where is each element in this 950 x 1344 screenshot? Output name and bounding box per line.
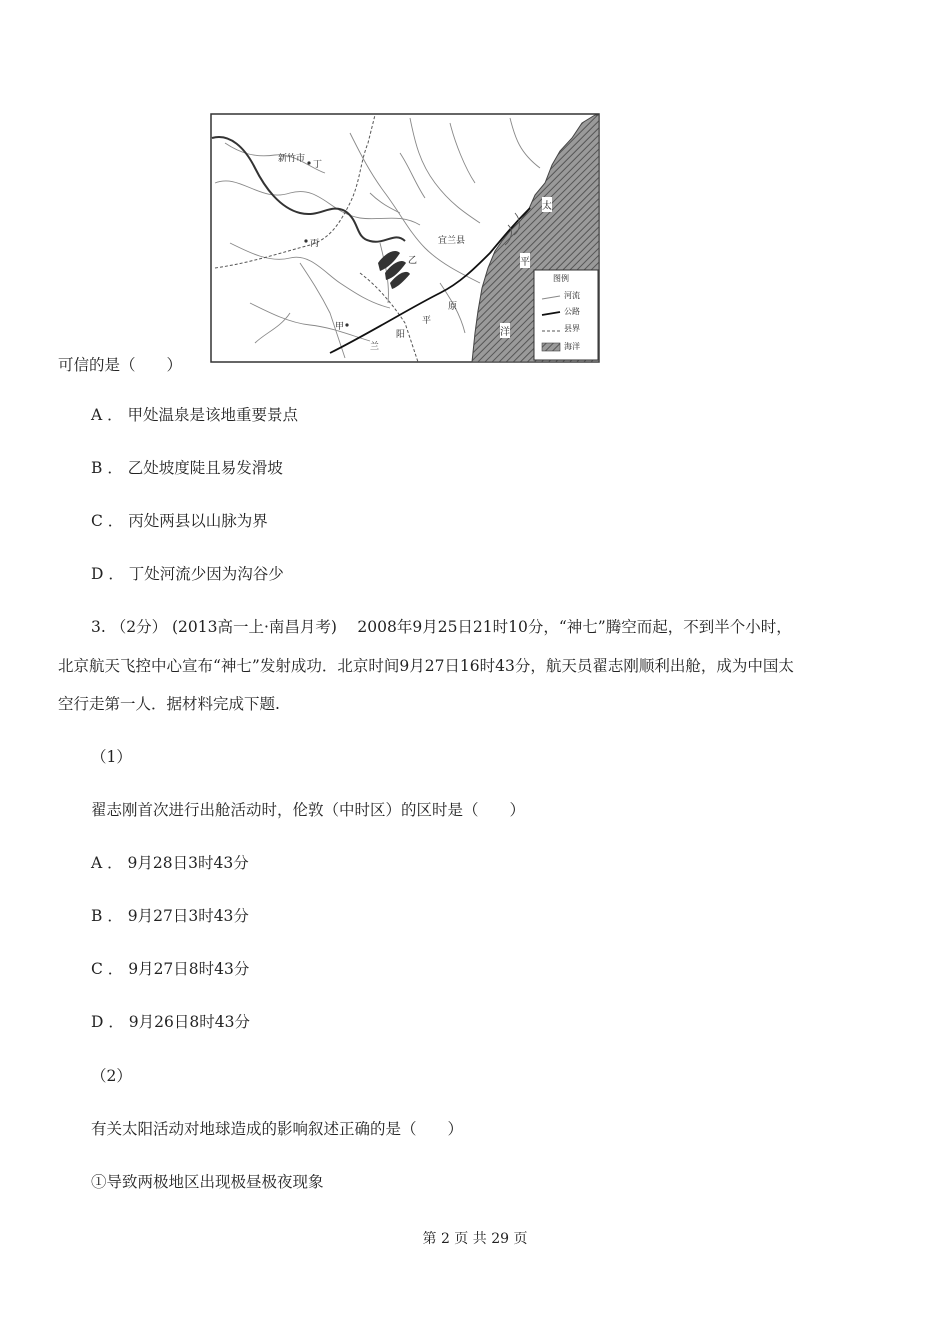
map-marker-bing: 丙 bbox=[310, 239, 320, 249]
map-figure bbox=[210, 113, 600, 363]
question3-line-3: 空行走第一人．据材料完成下题. bbox=[58, 695, 280, 713]
map-plain-char-3: 平 bbox=[422, 316, 432, 326]
sub-question-1-label: （1） bbox=[91, 748, 132, 766]
map-marker-yi: 乙 bbox=[408, 256, 418, 266]
question2-option-b: B ． 乙处坡度陡且易发滑坡 bbox=[91, 459, 283, 477]
sub-question-1-stem: 翟志刚首次进行出舱活动时，伦敦（中时区）的区时是（ ） bbox=[91, 801, 526, 819]
sub-question-2-label: （2） bbox=[91, 1067, 132, 1085]
legend-river: 河流 bbox=[564, 291, 580, 300]
question2-option-a: A ． 甲处温泉是该地重要景点 bbox=[91, 406, 299, 424]
map-plain-char-1: 兰 bbox=[370, 342, 380, 352]
sub-question-2-stem: 有关太阳活动对地球造成的影响叙述正确的是（ ） bbox=[91, 1120, 464, 1138]
map-plain-char-4: 原 bbox=[448, 302, 458, 312]
map-sea-char-2: 平 bbox=[520, 253, 530, 268]
map-sea-char-3: 洋 bbox=[500, 323, 510, 338]
question2-option-d: D ． 丁处河流少因为沟谷少 bbox=[91, 565, 284, 583]
legend-road: 公路 bbox=[564, 307, 580, 316]
legend-title: 图例 bbox=[553, 274, 569, 283]
question3-line-2: 北京航天飞控中心宣布“神七”发射成功．北京时间9月27日16时43分，航天员翟志刚顺利出舱，成为中国太 bbox=[58, 657, 794, 675]
question2-stem-tail: 可信的是（ ） bbox=[58, 356, 183, 374]
page-footer: 第 2 页 共 29 页 bbox=[422, 1231, 528, 1247]
sub-question-1-option-a: A ． 9月28日3时43分 bbox=[91, 854, 249, 872]
sub-question-1-option-d: D ． 9月26日8时43分 bbox=[91, 1013, 250, 1031]
map-marker-jia: 甲 bbox=[335, 322, 345, 332]
legend-ocean: 海洋 bbox=[564, 342, 580, 351]
map-sea-char-1: 太 bbox=[542, 197, 552, 212]
sub-question-1-option-b: B ． 9月27日3时43分 bbox=[91, 907, 249, 925]
sub-question-1-option-c: C ． 9月27日8时43分 bbox=[91, 960, 250, 978]
map-label-city: 新竹市 bbox=[278, 154, 306, 164]
map-label-county: 宜兰县 bbox=[438, 236, 466, 246]
map-marker-ding: 丁 bbox=[313, 160, 323, 170]
legend-boundary: 县界 bbox=[564, 324, 580, 333]
question2-option-c: C ． 丙处两县以山脉为界 bbox=[91, 512, 268, 530]
sub-question-2-item-1: ①导致两极地区出现极昼极夜现象 bbox=[91, 1173, 324, 1191]
map-plain-char-2: 阳 bbox=[396, 330, 406, 340]
question3-line-1: 3. （2分） (2013高一上·南昌月考) 2008年9月25日21时10分，“神七”腾空而起，不到半个小时， bbox=[91, 618, 792, 636]
